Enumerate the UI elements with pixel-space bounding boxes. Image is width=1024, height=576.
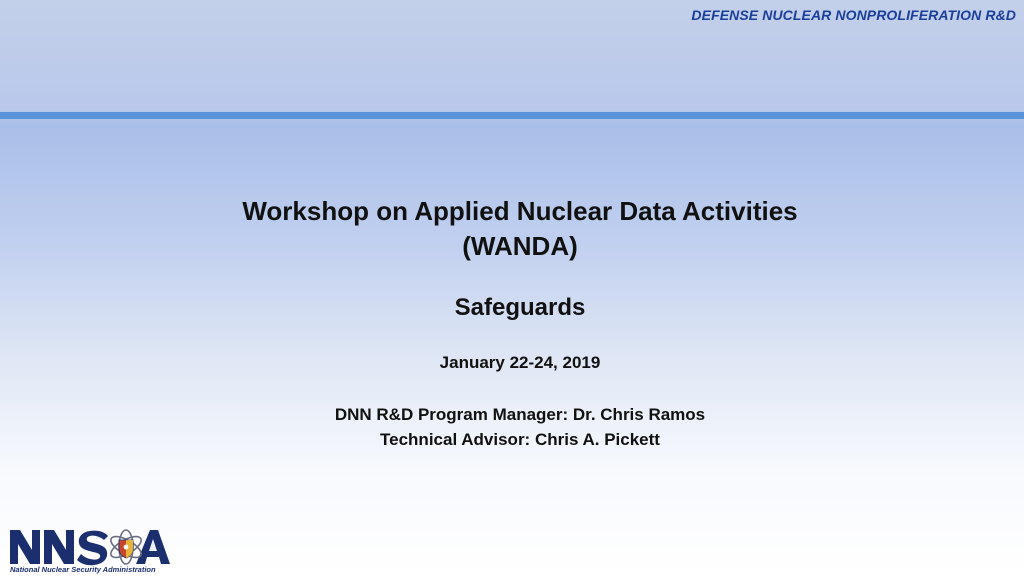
slide-date: January 22-24, 2019 <box>439 353 601 372</box>
title-block <box>0 194 1024 264</box>
program-manager: DNN R&D Program Manager: Dr. Chris Ramos <box>334 405 706 424</box>
slide-title-line-2: (WANDA) <box>462 231 578 261</box>
logo-caption: National Nuclear Security Administration <box>10 565 156 574</box>
slide-title-line-1: Workshop on Applied Nuclear Data Activities <box>242 196 798 226</box>
header-divider <box>0 112 1024 119</box>
technical-advisor: Technical Advisor: Chris A. Pickett <box>380 430 660 449</box>
header-org-label: DEFENSE NUCLEAR NONPROLIFERATION R&D <box>691 7 1016 23</box>
slide-subtitle: Safeguards <box>454 294 586 321</box>
presenters <box>8 402 1024 452</box>
